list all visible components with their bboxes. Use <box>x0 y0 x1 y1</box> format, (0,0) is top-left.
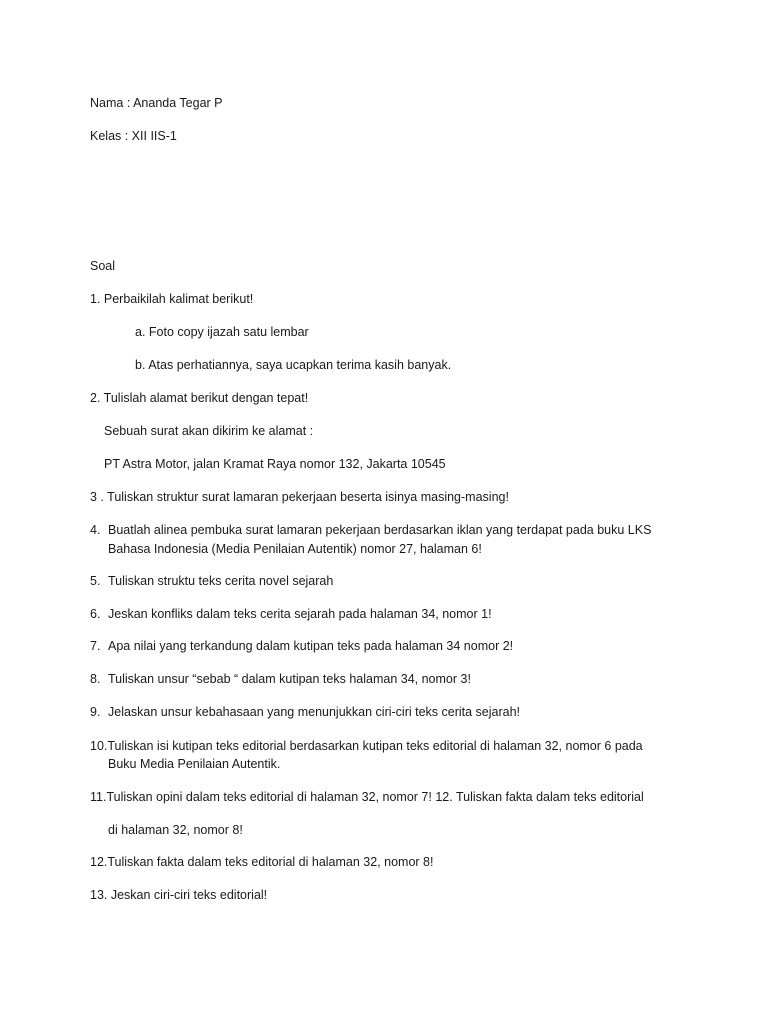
question-8-number: 8. <box>90 672 101 686</box>
student-class: Kelas : XII IIS-1 <box>90 129 177 143</box>
question-5: Tuliskan struktu teks cerita novel sejarah <box>108 574 334 588</box>
question-1: 1. Perbaikilah kalimat berikut! <box>90 292 254 306</box>
question-8: Tuliskan unsur “sebab “ dalam kutipan teks halaman 34, nomor 3! <box>108 672 471 686</box>
question-4-line-1: Buatlah alinea pembuka surat lamaran pekerjaan berdasarkan iklan yang terdapat pada buku LKS <box>108 523 652 537</box>
question-6-number: 6. <box>90 607 101 621</box>
question-13: 13. Jeskan ciri-ciri teks editorial! <box>90 888 268 902</box>
question-12: 12.Tuliskan fakta dalam teks editorial di halaman 32, nomor 8! <box>90 855 434 869</box>
question-6: Jeskan konfliks dalam teks cerita sejarah pada halaman 34, nomor 1! <box>108 607 492 621</box>
question-7-number: 7. <box>90 639 101 653</box>
question-10-line-2: Buku Media Penilaian Autentik. <box>108 757 281 771</box>
question-4-number: 4. <box>90 523 101 537</box>
question-7: Apa nilai yang terkandung dalam kutipan teks pada halaman 34 nomor 2! <box>108 639 514 653</box>
question-11-line-2: di halaman 32, nomor 8! <box>108 823 243 837</box>
question-1-item-b: b. Atas perhatiannya, saya ucapkan terima kasih banyak. <box>135 358 452 372</box>
section-title: Soal <box>90 259 116 273</box>
student-name: Nama : Ananda Tegar P <box>90 96 223 110</box>
question-10-line-1: 10.Tuliskan isi kutipan teks editorial berdasarkan kutipan teks editorial di halaman 32, nomor 6 pada <box>90 739 643 753</box>
question-2: 2. Tulislah alamat berikut dengan tepat! <box>90 391 309 405</box>
question-3: 3 . Tuliskan struktur surat lamaran pekerjaan beserta isinya masing-masing! <box>90 490 509 504</box>
question-5-number: 5. <box>90 574 101 588</box>
question-9: Jelaskan unsur kebahasaan yang menunjukkan ciri-ciri teks cerita sejarah! <box>108 705 521 719</box>
question-4-line-2: Bahasa Indonesia (Media Penilaian Autentik) nomor 27, halaman 6! <box>108 542 482 556</box>
question-2-address: PT Astra Motor, jalan Kramat Raya nomor 132, Jakarta 10545 <box>104 457 446 471</box>
question-1-item-a: a. Foto copy ijazah satu lembar <box>135 325 309 339</box>
question-2-line-1: Sebuah surat akan dikirim ke alamat : <box>104 424 314 438</box>
question-9-number: 9. <box>90 705 101 719</box>
question-11-line-1: 11.Tuliskan opini dalam teks editorial di halaman 32, nomor 7! 12. Tuliskan fakta dalam teks editorial <box>90 790 644 804</box>
